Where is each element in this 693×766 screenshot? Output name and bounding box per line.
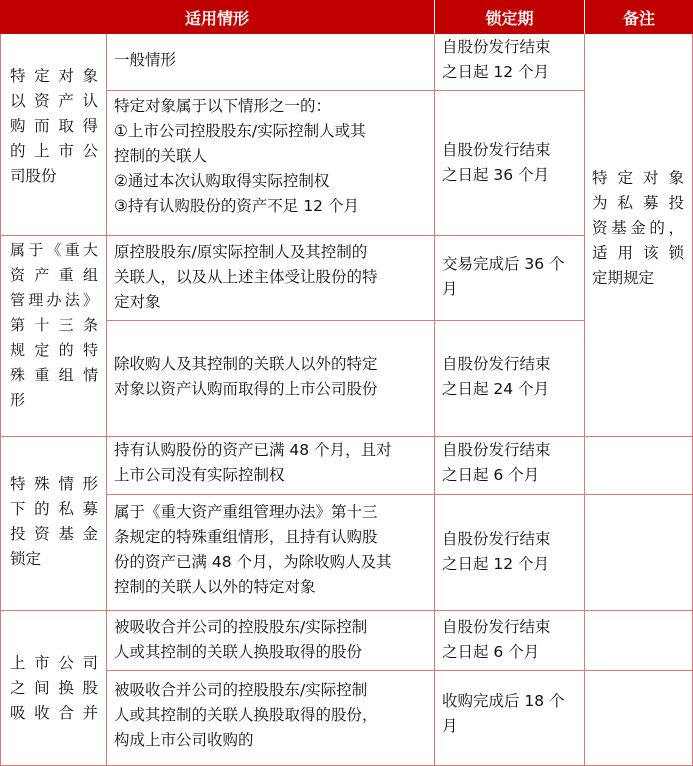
- condition-cell: 被吸收合并公司的控股股东/实际控制 人或其控制的关联人换股取得的股份， 构成上市公司收购的: [114, 681, 378, 749]
- remark-cell: 特定对象 为私募投 资基金的， 适用该锁 定期规定: [592, 169, 684, 287]
- lockup-cell: 收购完成后 18 个 月: [442, 692, 565, 735]
- lockup-cell: 自股份发行结束 之日起 12 个月: [442, 530, 551, 573]
- lockup-cell: 自股份发行结束 之日起 12 个月: [442, 38, 551, 81]
- condition-cell: 被吸收合并公司的控股股东/实际控制 人或其控制的关联人换股取得的股份: [114, 618, 368, 661]
- grid-line: [434, 34, 435, 766]
- grid-line: [106, 494, 693, 495]
- grid-line: [0, 235, 584, 236]
- condition-cell: 一般情形: [114, 51, 177, 69]
- header-situation: 适用情形: [0, 0, 434, 34]
- grid-line: [0, 436, 693, 437]
- grid-line: [106, 34, 107, 766]
- grid-line: [0, 34, 1, 766]
- header-remark: 备注: [585, 0, 693, 34]
- group-label: 属于《重大 资产重组 管理办法》 第十三条 规定的特 殊重组情 形: [10, 241, 98, 409]
- lockup-cell: 自股份发行结束 之日起 24 个月: [442, 355, 551, 398]
- group-label: 特定对象 以资产认 购而取得 的上市公 司股份: [10, 67, 98, 185]
- grid-line: [106, 90, 584, 91]
- grid-line: [0, 610, 693, 611]
- condition-cell: 除收购人及其控制的关联人以外的特定 对象以资产认购而取得的上市公司股份: [114, 355, 378, 398]
- group-label: 特殊情形 下的私募 投资基金 锁定: [10, 475, 98, 568]
- lockup-cell: 自股份发行结束 之日起 36 个月: [442, 141, 551, 184]
- condition-cell: 属于《重大资产重组管理办法》第十三 条规定的特殊重组情形，且持有认购股 份的资产已满 48 个月，为除收购人及其 控制的关联人以外的特定对象: [114, 503, 392, 596]
- condition-cell: 特定对象属于以下情形之一的： ①上市公司控股股东/实际控制人或其 控制的关联人 ②通过本次认购取得实际控制权 ③持有认购股份的资产不足 12 个月: [114, 97, 366, 215]
- condition-cell: 持有认购股份的资产已满 48 个月，且对 上市公司没有实际控制权: [114, 441, 392, 484]
- lockup-cell: 交易完成后 36 个 月: [442, 255, 565, 298]
- grid-line: [584, 34, 585, 766]
- lockup-cell: 自股份发行结束 之日起 6 个月: [442, 618, 551, 661]
- header-lockup: 锁定期: [435, 0, 584, 34]
- grid-line: [106, 670, 693, 671]
- condition-cell: 原控股股东/原实际控制人及其控制的 关联人，以及从上述主体受让股份的特 定对象: [114, 243, 378, 311]
- group-label: 上市公司 之间换股 吸收合并: [10, 654, 98, 722]
- lockup-cell: 自股份发行结束 之日起 6 个月: [442, 441, 551, 484]
- grid-line: [106, 320, 584, 321]
